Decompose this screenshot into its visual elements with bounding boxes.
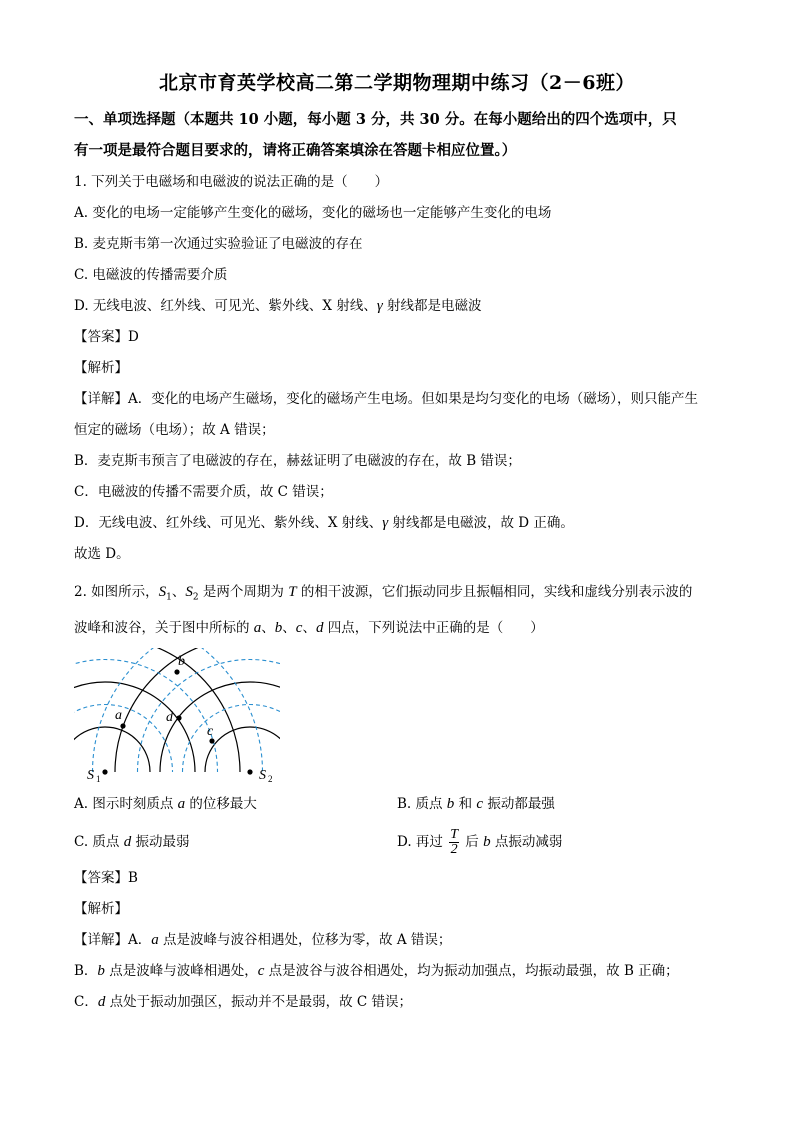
- wave-interference-diagram: [74, 648, 284, 784]
- label-c: c: [207, 724, 214, 739]
- var-b: b: [97, 963, 105, 979]
- q2-option-d-text-end: 点振动减弱: [490, 834, 563, 850]
- q2-detail-3: [74, 992, 724, 1012]
- q1-answer: 【答案】D: [74, 329, 139, 345]
- q1-detail-5: [74, 513, 724, 533]
- q2-option-a: [74, 794, 394, 814]
- q2-detail-2-text-end: 点是波谷与波谷相遇处，均为振动加强点，均振动最强，故 B 正确；: [264, 963, 679, 979]
- point-d-dot: [176, 715, 181, 720]
- q1-analysis-label: 【解析】: [74, 360, 128, 376]
- q1-detail-5-text-end: 射线都是电磁波，故 D 正确。: [388, 515, 574, 531]
- gamma-symbol: γ: [382, 515, 389, 531]
- q2-stem-text: 是两个周期为: [198, 584, 289, 600]
- point-b-dot: [174, 669, 179, 674]
- point-c-dot: [209, 738, 214, 743]
- s2-crest-wave: [160, 682, 284, 772]
- q2-option-b-text-end: 振动都最强: [483, 796, 555, 812]
- q2-stem-text: 波峰和波谷，关于图中所标的: [74, 620, 254, 636]
- q2-option-d-text: D. 再过: [397, 834, 448, 850]
- s1-crest-wave: [74, 682, 195, 772]
- s1-subscript: 1: [166, 592, 172, 603]
- gamma-symbol: γ: [376, 298, 383, 314]
- q1-option-d: [74, 296, 724, 316]
- q1-option-a: A. 变化的电场一定能够产生变化的磁场，变化的磁场也一定能够产生变化的电场: [74, 205, 552, 221]
- s1-crest-wave: [74, 648, 240, 772]
- var-d: d: [123, 834, 132, 850]
- q2-option-b-text-mid: 和: [454, 796, 477, 812]
- var-c: c: [257, 963, 265, 979]
- s2-trough-wave: [183, 705, 285, 773]
- q1-choose: 故选 D。: [74, 546, 130, 562]
- label-d: d: [166, 710, 173, 725]
- q2-answer: 【答案】B: [74, 870, 138, 886]
- q2-detail-3-text-end: 点处于振动加强区，振动并不是最弱，故 C 错误；: [105, 994, 413, 1010]
- q1-detail-5-text: D．无线电波、红外线、可见光、紫外线、X 射线、: [74, 515, 383, 531]
- q2-option-a-text: A. 图示时刻质点: [74, 796, 178, 812]
- section-heading-line-2: 有一项是最符合题目要求的，请将正确答案填涂在答题卡相应位置。）: [74, 142, 517, 159]
- q2-option-d: [397, 822, 717, 862]
- section-heading-line-1: 一、单项选择题（本题共 10 小题，每小题 3 分，共 30 分。在每小题给出的四个选项中，只: [74, 111, 677, 128]
- q2-stem-line-2: [74, 618, 724, 638]
- q2-option-c-text-end: 振动最弱: [131, 834, 190, 850]
- q1-detail-4: C．电磁波的传播不需要介质，故 C 错误；: [74, 484, 333, 500]
- var-a: a: [177, 796, 186, 812]
- fraction-numerator: T: [450, 827, 459, 842]
- point-a-dot: [120, 723, 125, 728]
- source-s1-dot: [102, 769, 107, 774]
- var-c: c: [295, 620, 303, 636]
- label-b: b: [178, 654, 185, 669]
- s2-symbol: S: [185, 584, 193, 600]
- t-over-2-fraction: [449, 828, 459, 857]
- q2-analysis-label: 【解析】: [74, 901, 128, 917]
- label-s1-sub: 1: [96, 774, 101, 784]
- var-b: b: [446, 796, 455, 812]
- q2-stem-text: 、: [171, 584, 186, 600]
- q2-detail-1: [74, 930, 724, 950]
- q2-option-b-text: B. 质点: [397, 796, 447, 812]
- q2-option-b: [397, 794, 717, 814]
- q2-detail-2: [74, 961, 724, 981]
- s2-subscript: 2: [192, 592, 199, 603]
- var-b: b: [274, 620, 283, 636]
- q2-stem-text: 的相干波源，它们振动同步且振幅相同，实线和虚线分别表示波的: [296, 584, 693, 600]
- s1-symbol: S: [158, 584, 167, 600]
- label-s2: S: [259, 768, 266, 783]
- q2-detail-1-text-end: 点是波峰与波谷相遇处，位移为零，故 A 错误；: [158, 932, 452, 948]
- label-s2-sub: 2: [268, 774, 273, 784]
- q2-detail-3-text: C．: [74, 994, 98, 1010]
- q2-stem-text: 2. 如图所示，: [74, 584, 159, 600]
- s1-trough-wave: [74, 705, 173, 773]
- fraction-denominator: 2: [450, 842, 458, 857]
- page-title: 北京市育英学校高二第二学期物理期中练习（2－6班）: [159, 72, 635, 94]
- q2-stem-text: 、: [282, 620, 296, 636]
- var-b: b: [483, 834, 491, 850]
- var-d: d: [97, 994, 106, 1010]
- q2-stem-text: 、: [261, 620, 275, 636]
- s1-crest-wave: [74, 727, 150, 772]
- q1-option-b: B. 麦克斯韦第一次通过实验验证了电磁波的存在: [74, 236, 363, 252]
- q2-detail-2-text-mid: 点是波峰与波峰相遇处，: [104, 963, 258, 979]
- q2-stem-text: 、: [302, 620, 316, 636]
- var-a: a: [253, 620, 262, 636]
- q2-option-d-text-mid: 后: [461, 834, 484, 850]
- q1-detail-1: 【详解】A．变化的电场产生磁场，变化的磁场产生电场。但如果是均匀变化的电场（磁场），则只能产生: [74, 391, 698, 407]
- q2-detail-1-text: 【详解】A．: [74, 932, 152, 948]
- var-c: c: [476, 796, 484, 812]
- var-a: a: [151, 932, 159, 948]
- q2-detail-2-text: B．: [74, 963, 98, 979]
- q1-option-d-text: D. 无线电波、红外线、可见光、紫外线、X 射线、: [74, 298, 377, 314]
- q1-detail-2: 恒定的磁场（电场）；故 A 错误；: [74, 422, 275, 438]
- q2-option-c: [74, 832, 394, 852]
- q2-option-a-text-end: 的位移最大: [185, 796, 257, 812]
- q2-stem-text: 四点，下列说法中正确的是（ ）: [323, 620, 544, 636]
- source-s2-dot: [247, 769, 252, 774]
- label-a: a: [115, 708, 122, 723]
- q2-option-c-text: C. 质点: [74, 834, 124, 850]
- label-s1: S: [87, 768, 94, 783]
- var-d: d: [315, 620, 324, 636]
- period-symbol: T: [288, 584, 297, 600]
- q1-detail-3: B．麦克斯韦预言了电磁波的存在，赫兹证明了电磁波的存在，故 B 错误；: [74, 453, 521, 469]
- q1-stem: 1. 下列关于电磁场和电磁波的说法正确的是（ ）: [74, 174, 389, 190]
- q2-stem-line-1: [74, 582, 724, 608]
- q1-option-c: C. 电磁波的传播需要介质: [74, 267, 228, 283]
- q1-option-d-text-end: 射线都是电磁波: [382, 298, 482, 314]
- s1-trough-wave: [74, 660, 218, 773]
